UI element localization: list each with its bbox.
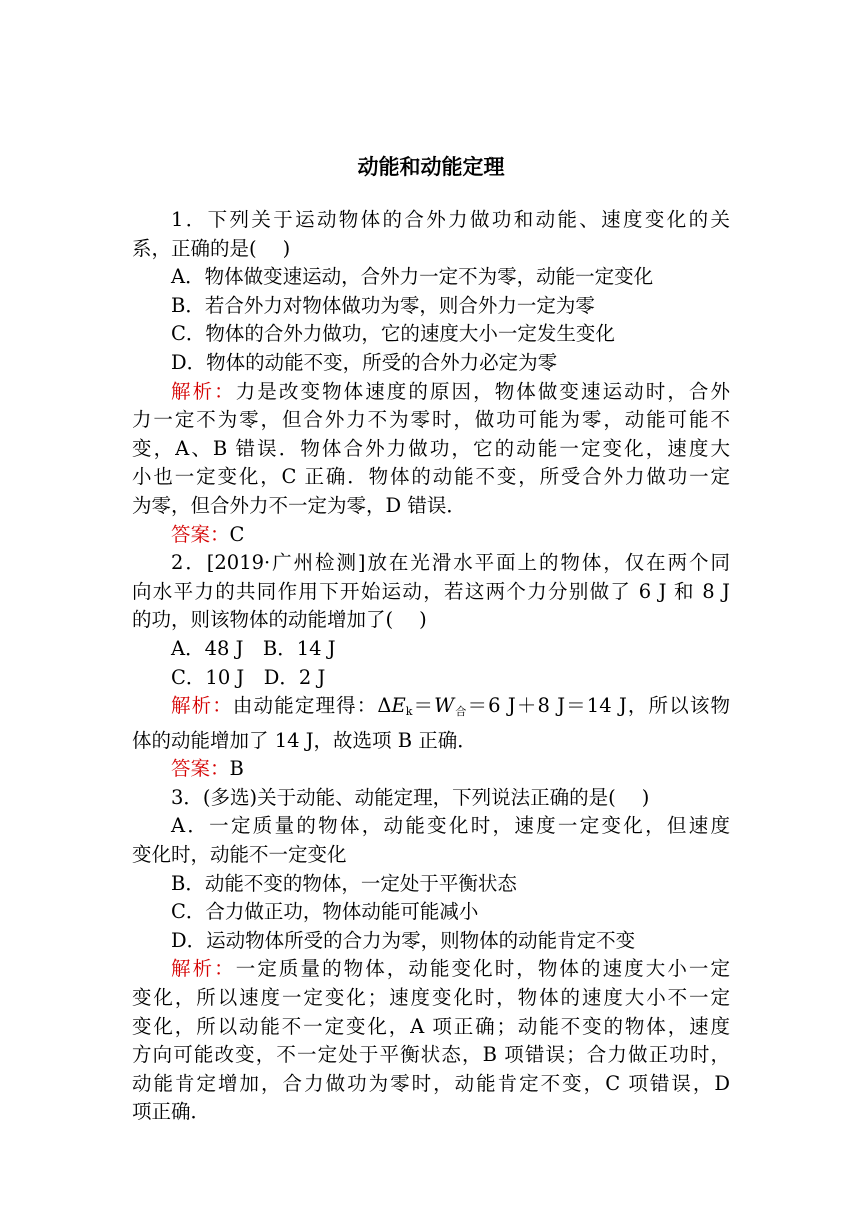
q2-stem-line-2: 向水平力的共同作用下开始运动，若这两个力分别做了 6 J 和 8 J	[132, 579, 730, 603]
q2-analysis-line-2: 体的动能增加了 14 J，故选项 B 正确．	[132, 728, 477, 752]
q3-analysis-line-2: 变化，所以速度一定变化；速度变化时，物体的速度大小不一定	[132, 986, 730, 1010]
q2-analysis-pre: 由动能定理得：Δ	[232, 694, 392, 718]
q2-analysis-post: ＝6 J＋8 J＝14 J，所以该物	[467, 694, 730, 718]
q3-option-b: B．动能不变的物体，一定处于平衡状态	[171, 871, 517, 895]
q1-analysis-text: 力是改变物体速度的原因，物体做变速运动时，合外	[235, 379, 730, 403]
document-page	[132, 152, 730, 1127]
q3-option-d: D．运动物体所受的合力为零，则物体的动能肯定不变	[171, 928, 636, 952]
q2-energy-subscript: k	[405, 705, 413, 719]
q3-analysis-text: 一定质量的物体，动能变化时，物体的速度大小一定	[235, 957, 730, 981]
q3-analysis-line-6: 项正确．	[132, 1100, 211, 1124]
q2-work-symbol: W	[434, 694, 455, 718]
q2-answer-line	[132, 755, 730, 784]
q2-options-cd: C．10 J D．2 J	[171, 665, 326, 689]
q3-analysis-line-1	[132, 955, 730, 984]
q2-stem-line-1: 2．[2019·广州检测]放在光滑水平面上的物体，仅在两个同	[171, 551, 730, 575]
q2-analysis-label: 解析：	[171, 694, 233, 718]
q3-stem-paren: )	[641, 785, 650, 809]
q1-option-d: D．物体的动能不变，所受的合外力必定为零	[171, 350, 558, 374]
page-title: 动能和动能定理	[357, 155, 505, 179]
q3-option-a-line-2: 变化时，动能不一定变化	[132, 843, 347, 867]
q1-stem-paren: )	[282, 236, 291, 260]
question-3	[132, 784, 730, 1127]
q1-analysis-line-4: 小也一定变化，C 正确．物体的动能不变，所受合外力做功一定	[132, 465, 730, 489]
q3-analysis-label: 解析：	[171, 957, 236, 981]
q1-analysis-label: 解析：	[171, 379, 236, 403]
q2-stem-paren: )	[419, 608, 427, 632]
q2-analysis-line-1	[132, 692, 730, 727]
q1-answer-value: C	[229, 522, 245, 546]
q2-stem-text: 的功，则该物体的动能增加了(	[132, 608, 394, 632]
q2-stem-line-3	[132, 606, 730, 635]
q1-option-b: B．若合外力对物体做功为零，则合外力一定为零	[171, 293, 595, 317]
q1-analysis-line-3: 变，A、B 错误．物体合外力做功，它的动能一定变化，速度大	[132, 436, 730, 460]
q1-answer-line	[132, 521, 730, 550]
q1-option-c: C．物体的合外力做功，它的速度大小一定发生变化	[171, 322, 615, 346]
q3-stem-line-1	[132, 784, 730, 813]
question-2	[132, 549, 730, 784]
question-1	[132, 206, 730, 549]
q2-options-ab: A．48 J B．14 J	[171, 636, 336, 660]
q3-stem-text: 3．(多选)关于动能、动能定理，下列说法正确的是(	[171, 785, 616, 809]
q1-analysis-line-2: 力一定不为零，但合外力不为零时，做功可能为零，动能可能不	[132, 408, 730, 432]
q2-answer-label: 答案：	[171, 757, 230, 781]
q3-analysis-line-3: 变化，所以动能不一定变化，A 项正确；动能不变的物体，速度	[132, 1014, 730, 1038]
q3-analysis-line-5: 动能肯定增加，合力做功为零时，动能肯定不变，C 项错误，D	[132, 1071, 730, 1095]
q2-answer-value: B	[229, 757, 244, 781]
q1-answer-label: 答案：	[171, 522, 230, 546]
q1-analysis-line-1	[132, 378, 730, 407]
q1-stem-line-2	[132, 235, 730, 264]
q1-stem-text: 系，正确的是(	[132, 236, 257, 260]
q2-energy-symbol: E	[391, 694, 406, 718]
q3-option-c: C．合力做正功，物体动能可能减小	[171, 900, 479, 924]
q1-option-a: A．物体做变速运动，合外力一定不为零，动能一定变化	[171, 265, 654, 289]
q3-analysis-line-4: 方向可能改变，不一定处于平衡状态，B 项错误；合力做正功时，	[132, 1043, 730, 1067]
q3-option-a-line-1: A．一定质量的物体，动能变化时，速度一定变化，但速度	[171, 814, 730, 838]
q1-stem-line-1: 1．下列关于运动物体的合外力做功和动能、速度变化的关	[171, 208, 730, 231]
q1-analysis-line-5: 为零，但合外力不一定为零，D 错误．	[132, 493, 466, 517]
q2-work-subscript: 合	[454, 705, 468, 719]
q2-equals: ＝	[412, 694, 435, 718]
